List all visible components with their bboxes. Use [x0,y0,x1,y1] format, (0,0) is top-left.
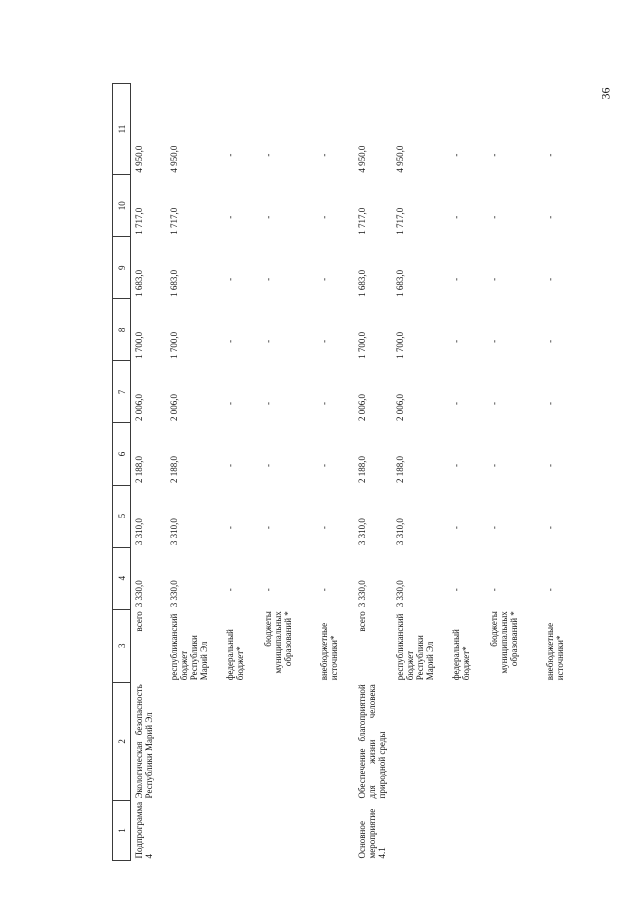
table-cell: - [224,526,235,530]
funding-source: федеральный бюджет* [224,629,245,681]
funding-source: всего [134,611,144,632]
program-title: Обеспечение благоприятной для жизни человека природной среды [356,684,387,799]
table-cell: 3 310,0 [134,518,144,546]
table-cell: - [488,215,499,219]
table-cell: 1 700,0 [134,331,144,359]
table-cell: - [544,277,555,281]
table-cell: - [224,277,235,281]
rotated-table-wrapper [112,83,600,861]
table-cell: - [262,339,273,343]
table-cell: 3 330,0 [356,580,367,608]
table-cell: 3 310,0 [394,518,405,546]
table-cell: - [450,401,461,405]
column-header: 5 [113,485,131,547]
table-cell: - [544,215,555,219]
table-cell: 2 188,0 [168,456,179,484]
table-cell: - [544,401,555,405]
table-cell: - [488,153,499,157]
column-header: 11 [113,84,131,175]
table-cell: - [450,588,461,592]
table-cell: 1 717,0 [168,207,179,235]
table-cell: 4 950,0 [394,145,405,173]
table-cell: 1 683,0 [356,269,367,297]
funding-source: республиканский бюджет Республики Марий Эл [168,613,209,681]
table-cell: - [450,215,461,219]
table-cell: - [450,339,461,343]
funding-table [112,83,583,861]
funding-source: бюджеты муниципальных образований * [262,611,293,674]
table-cell: - [224,339,235,343]
table-cell: 1 683,0 [134,269,144,297]
table-cell: - [488,588,499,592]
table-cell: - [544,153,555,157]
table-cell: 1 700,0 [356,331,367,359]
funding-source: федеральный бюджет* [450,629,471,681]
column-header: 8 [113,299,131,361]
program-title: Экологическая безопасность Республики Марий Эл [134,684,154,799]
table-cell: - [318,277,329,281]
table-cell: - [488,277,499,281]
table-cell: - [262,277,273,281]
column-header: 10 [113,175,131,237]
table-cell: 1 717,0 [394,207,405,235]
column-header: 3 [113,609,131,682]
table-cell: 1 700,0 [394,331,405,359]
funding-source: внебюджетные источники* [318,622,339,681]
table-cell: - [450,464,461,468]
funding-source: всего [356,611,367,632]
column-number-row [113,84,131,861]
table-cell: - [544,526,555,530]
table-cell: - [488,464,499,468]
table-cell: - [262,464,273,468]
table-cell: - [488,526,499,530]
table-cell: - [262,401,273,405]
table-cell: 2 188,0 [394,456,405,484]
table-cell: - [544,588,555,592]
program-name: Подпрограмма 4 [134,801,154,859]
table-cell: - [224,588,235,592]
table-cell: 4 950,0 [134,145,144,173]
column-header: 9 [113,237,131,299]
funding-source: республиканский бюджет Республики Марий Эл [394,613,435,681]
table-cell: 4 950,0 [356,145,367,173]
table-cell: 2 006,0 [394,393,405,421]
table-cell: - [224,464,235,468]
table-cell: 1 683,0 [394,269,405,297]
table-cell: - [488,401,499,405]
table-cell: 1 717,0 [134,207,144,235]
table-cell: 3 330,0 [168,580,179,608]
table-cell: 3 310,0 [356,518,367,546]
table-cell: - [224,215,235,219]
table-cell: 3 310,0 [168,518,179,546]
table-cell: - [262,153,273,157]
table-row [131,84,169,861]
table-cell: 2 006,0 [134,393,144,421]
table-cell: - [262,588,273,592]
table-cell: 4 950,0 [168,145,179,173]
column-header: 7 [113,361,131,423]
table-cell: 2 188,0 [356,456,367,484]
column-header: 2 [113,682,131,800]
table-cell: - [450,526,461,530]
column-header: 6 [113,423,131,485]
table-cell: - [488,339,499,343]
funding-source: бюджеты муниципальных образований * [488,611,519,674]
table-cell: - [224,401,235,405]
table-cell: - [318,153,329,157]
page-number: 36 [598,87,613,100]
column-header: 4 [113,547,131,609]
table-cell: 2 006,0 [168,393,179,421]
table-cell: - [318,401,329,405]
table-cell: - [224,153,235,157]
table-cell: 1 717,0 [356,207,367,235]
table-cell: 2 188,0 [134,456,144,484]
table-cell: - [318,339,329,343]
table-cell: 3 330,0 [134,580,144,608]
program-name: Основное мероприятие 4.1 [356,808,387,859]
table-cell: - [318,588,329,592]
table-cell: - [544,339,555,343]
table-cell: - [450,277,461,281]
funding-source: внебюджетные источники* [544,622,565,681]
table-cell: 2 006,0 [356,393,367,421]
table-cell: - [450,153,461,157]
table-cell: - [318,464,329,468]
table-cell: - [318,526,329,530]
table-cell: - [544,464,555,468]
table-cell: 3 330,0 [394,580,405,608]
table-row [357,84,395,861]
table-cell: 1 683,0 [168,269,179,297]
column-header: 1 [113,800,131,860]
table-cell: - [262,215,273,219]
table-cell: - [262,526,273,530]
table-cell: 1 700,0 [168,331,179,359]
table-cell: - [318,215,329,219]
